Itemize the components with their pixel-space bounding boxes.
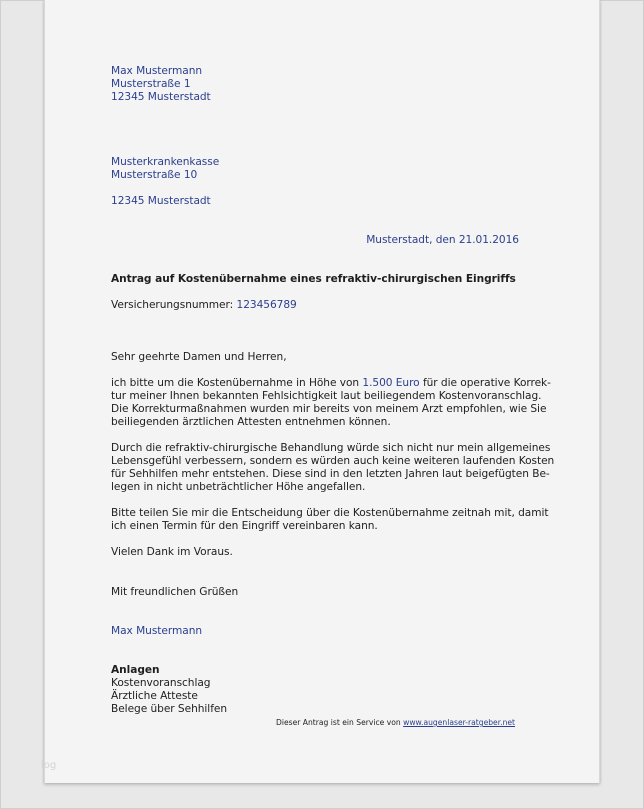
paragraph-line: tur meiner Ihnen bekannten Fehlsichtigkeit laut beiliegendem Kostenvoranschlag. bbox=[111, 390, 542, 402]
attachment-item: Ärztliche Atteste bbox=[111, 690, 198, 702]
paragraph-line: ich einen Termin für den Eingriff vereinbaren kann. bbox=[111, 520, 378, 532]
paragraph-line: Durch die refraktiv-chirurgische Behandlung würde sich nicht nur mein allgemeines bbox=[111, 442, 551, 454]
thanks-line: Vielen Dank im Voraus. bbox=[111, 546, 233, 558]
attachments-heading: Anlagen bbox=[111, 664, 160, 676]
amount: 1.500 Euro bbox=[362, 377, 420, 389]
sender-street: Musterstraße 1 bbox=[111, 78, 191, 90]
paragraph-text: für die operative Korrek- bbox=[422, 377, 551, 389]
paragraph-line bbox=[111, 377, 551, 390]
paragraph-line: Bitte teilen Sie mir die Entscheidung über die Kostenübernahme zeitnah mit, damit bbox=[111, 507, 549, 519]
sender-name: Max Mustermann bbox=[111, 65, 203, 77]
insurance-number: 123456789 bbox=[236, 299, 297, 311]
insurance-number-line bbox=[111, 299, 297, 312]
service-website-link[interactable]: www.augenlaser-ratgeber.net bbox=[403, 718, 516, 727]
paragraph-text: ich bitte um die Kostenübernahme in Höhe von bbox=[111, 377, 360, 389]
paragraph-line: beiliegenden ärztlichen Attesten entnehmen können. bbox=[111, 416, 391, 428]
recipient-name: Musterkrankenkasse bbox=[111, 156, 220, 168]
sender-city: 12345 Musterstadt bbox=[111, 91, 211, 103]
body-paragraph-1 bbox=[111, 377, 551, 429]
date-line: Musterstadt, den 21.01.2016 bbox=[366, 234, 519, 246]
paragraph-line: Die Korrekturmaßnahmen wurden mir bereits von meinem Arzt empfohlen, wie Sie bbox=[111, 403, 547, 415]
insurance-label: Versicherungsnummer: bbox=[111, 299, 234, 311]
recipient-city: 12345 Musterstadt bbox=[111, 195, 211, 207]
attachment-item: Kostenvoranschlag bbox=[111, 677, 211, 689]
paragraph-line: für Sehhilfen mehr entstehen. Diese sind in den letzten Jahren laut beigefügten Be- bbox=[111, 468, 550, 480]
body-paragraph-2 bbox=[111, 442, 555, 494]
attachment-item: Belege über Sehhilfen bbox=[111, 703, 228, 715]
signature-name: Max Mustermann bbox=[111, 625, 203, 637]
salutation: Sehr geehrte Damen und Herren, bbox=[111, 351, 287, 363]
footer-text: Dieser Antrag ist ein Service von bbox=[276, 718, 401, 727]
paragraph-line: legen in nicht unbeträchtlicher Höhe angefallen. bbox=[111, 481, 366, 493]
letter-page bbox=[41, 0, 600, 783]
recipient-street: Musterstraße 10 bbox=[111, 169, 198, 181]
watermark-fragment: log bbox=[41, 760, 57, 771]
paragraph-line: Lebensgefühl verbessern, sondern es würden auch keine weiteren laufenden Kosten bbox=[111, 455, 555, 467]
closing-line: Mit freundlichen Grüßen bbox=[111, 586, 239, 598]
service-footer-note bbox=[276, 718, 515, 728]
body-paragraph-3 bbox=[111, 507, 549, 533]
subject-line: Antrag auf Kostenübernahme eines refraktiv-chirurgischen Eingriffs bbox=[111, 273, 516, 285]
